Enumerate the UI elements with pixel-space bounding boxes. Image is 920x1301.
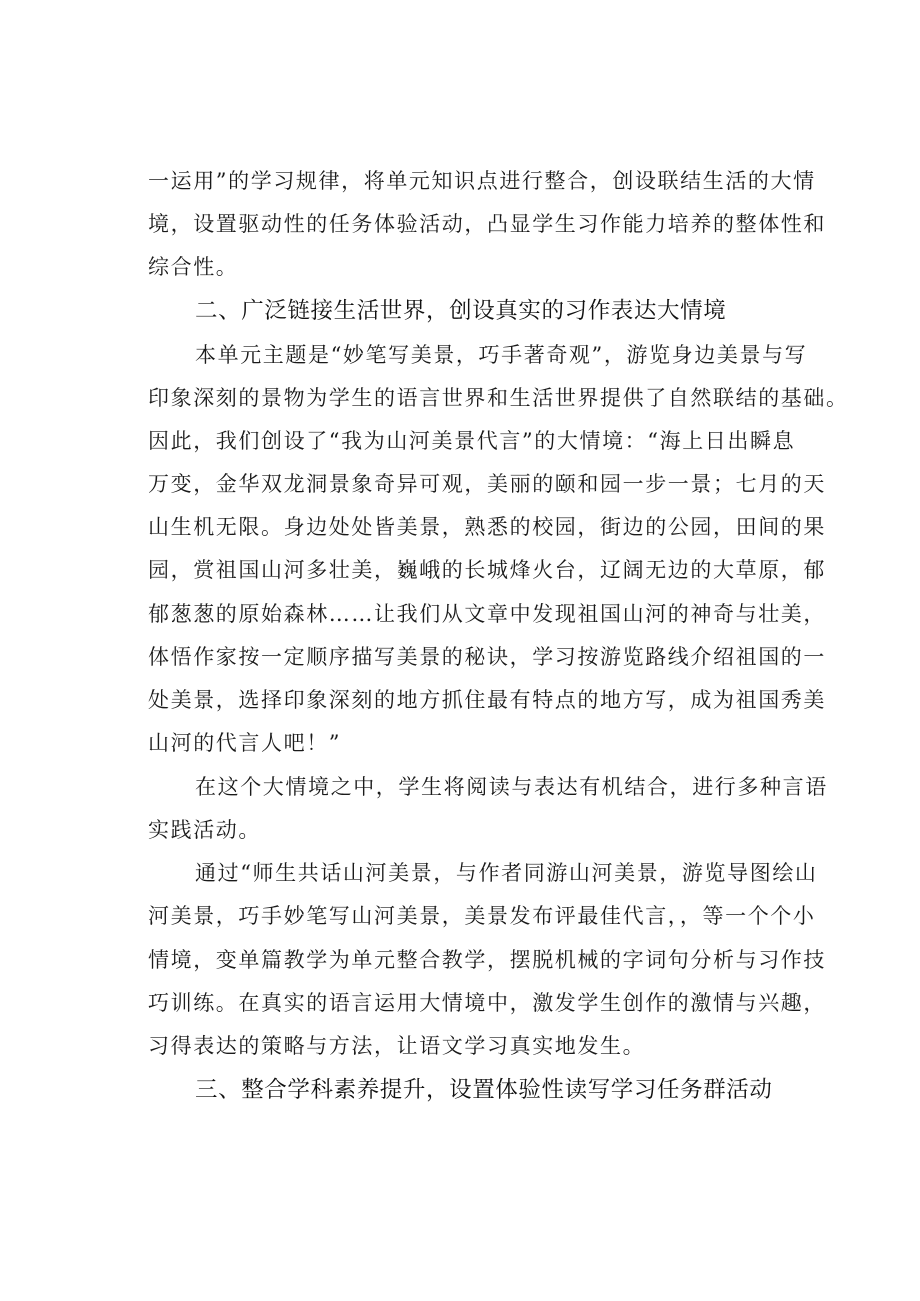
paragraph-line: 山河的代言人吧！” bbox=[148, 731, 342, 755]
paragraph-line: 情境，变单篇教学为单元整合教学，摆脱机械的字词句分析与习作技 bbox=[148, 948, 826, 972]
section-two-heading: 二、广泛链接生活世界，创设真实的习作表达大情境 bbox=[195, 298, 727, 324]
paragraph-line: 万变，金华双龙洞景象奇异可观，美丽的颐和园一步一景；七月的天 bbox=[148, 472, 826, 496]
paragraph-line: 实践活动。 bbox=[148, 818, 261, 842]
paragraph-line: 巧训练。在真实的语言运用大情境中，激发学生创作的激情与兴趣， bbox=[148, 991, 826, 1015]
intro-line: 一运用”的学习规律，将单元知识点进行整合，创设联结生活的大情 bbox=[148, 169, 816, 193]
paragraph-line: 河美景，巧手妙笔写山河美景，美景发布评最佳代言，，等一个个小 bbox=[148, 904, 816, 928]
paragraph-line: 在这个大情境之中，学生将阅读与表达有机结合，进行多种言语 bbox=[195, 775, 828, 799]
paragraph-line: 山生机无限。身边处处皆美景，熟悉的校园，街边的公园，田间的果 bbox=[148, 515, 826, 539]
intro-line: 境，设置驱动性的任务体验活动，凸显学生习作能力培养的整体性和 bbox=[148, 212, 826, 236]
paragraph-line: 因此，我们创设了“我为山河美景代言”的大情境：“海上日出瞬息 bbox=[148, 429, 796, 453]
paragraph-line: 处美景，选择印象深刻的地方抓住最有特点的地方写，成为祖国秀美 bbox=[148, 688, 826, 712]
paragraph-line: 印象深刻的景物为学生的语言世界和生活世界提供了自然联结的基础。 bbox=[148, 386, 849, 410]
section-three-heading: 三、整合学科素养提升，设置体验性读写学习任务群活动 bbox=[195, 1077, 773, 1103]
paragraph-line: 园，赏祖国山河多壮美，巍峨的长城烽火台，辽阔无边的大草原，郁 bbox=[148, 558, 826, 582]
paragraph-line: 体悟作家按一定顺序描写美景的秘诀，学习按游览路线介绍祖国的一 bbox=[148, 645, 826, 669]
intro-line: 综合性。 bbox=[148, 255, 239, 279]
paragraph-line: 通过“师生共话山河美景，与作者同游山河美景，游览导图绘山 bbox=[195, 861, 818, 885]
paragraph-line: 习得表达的策略与方法，让语文学习真实地发生。 bbox=[148, 1034, 646, 1058]
paragraph-line: 本单元主题是“妙笔写美景，巧手著奇观”，游览身边美景与写 bbox=[195, 343, 808, 367]
paragraph-line: 郁葱葱的原始森林……让我们从文章中发现祖国山河的神奇与壮美， bbox=[148, 602, 826, 626]
